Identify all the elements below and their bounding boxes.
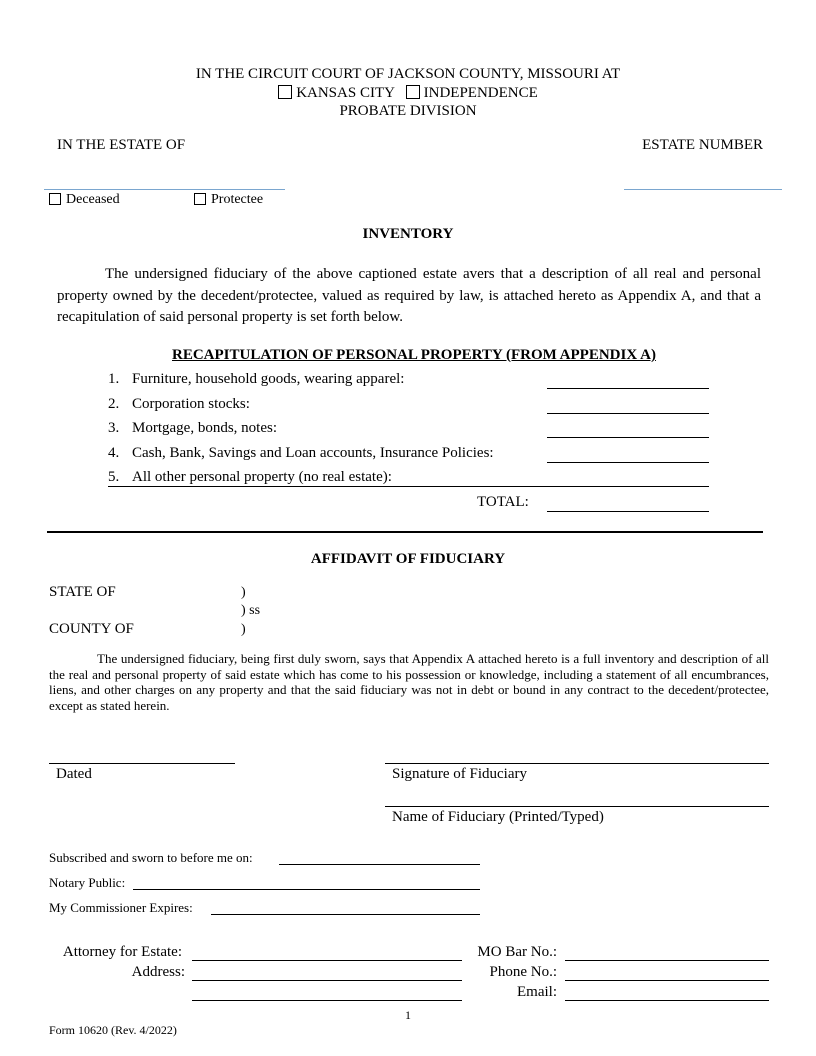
recap-item-4 [108,445,494,462]
paren-1: ) [241,585,246,600]
bar-number-label: MO Bar No.: [477,944,557,960]
recap-item-label: Corporation stocks: [132,396,250,412]
inventory-title: INVENTORY [362,226,454,242]
fiduciary-name-label: Name of Fiduciary (Printed/Typed) [392,809,604,825]
paren-3: ) [241,622,246,637]
independence-checkbox[interactable] [406,85,420,99]
recap-title: RECAPITULATION OF PERSONAL PROPERTY (FROM APPENDIX A) [172,347,656,363]
form-number: Form 10620 (Rev. 4/2022) [49,1023,177,1037]
recap-value-field-1[interactable] [547,388,709,389]
dated-label: Dated [56,766,92,782]
dated-field[interactable] [49,763,235,764]
phone-field[interactable] [565,980,769,981]
address-field-2[interactable] [192,1000,462,1001]
recap-value-field-4[interactable] [547,462,709,463]
recap-item-5 [108,469,392,486]
total-value-field[interactable] [547,511,709,512]
address-label: Address: [131,964,185,980]
subscribed-label: Subscribed and sworn to before me on: [49,850,253,865]
signature-label: Signature of Fiduciary [392,766,527,782]
estate-of-label: IN THE ESTATE OF [57,137,186,153]
location-options [0,85,816,102]
recap-item-label: Mortgage, bonds, notes: [132,420,277,436]
independence-label: INDEPENDENCE [423,85,538,101]
attorney-field[interactable] [192,960,462,961]
deceased-option [49,192,120,208]
email-label: Email: [517,984,557,1000]
court-heading: IN THE CIRCUIT COURT OF JACKSON COUNTY, MISSOURI AT [195,66,621,82]
address-field[interactable] [192,980,462,981]
recap-value-field-2[interactable] [547,413,709,414]
recap-item-num: 4. [108,445,120,461]
recap-item-label: Cash, Bank, Savings and Loan accounts, Insurance Policies: [132,445,494,461]
section-divider [47,531,763,533]
phone-label: Phone No.: [489,964,557,980]
inventory-paragraph: The undersigned fiduciary of the above captioned estate avers that a description of all real and personal property owned by the decedent/protectee, valued as required by law, is attached hereto as Appendix A, and that a recapitulation of said personal property is set forth below. [57,266,761,325]
recap-item-label: Furniture, household goods, wearing apparel: [132,371,405,387]
affidavit-title: AFFIDAVIT OF FIDUCIARY [310,551,506,567]
recap-item-num: 3. [108,420,120,436]
estate-number-label: ESTATE NUMBER [642,137,763,153]
recap-item-num: 5. [108,469,120,485]
email-field[interactable] [565,1000,769,1001]
notary-label: Notary Public: [49,875,126,890]
page-number: 1 [405,1008,411,1022]
recap-item-num: 1. [108,371,120,387]
division-heading: PROBATE DIVISION [339,103,477,119]
protectee-option [194,192,263,208]
recap-value-field-5[interactable] [108,486,709,487]
recap-item-2 [108,396,250,413]
commission-label: My Commissioner Expires: [49,900,193,915]
subscribed-field[interactable] [279,864,480,865]
paren-ss: ) ss [241,603,261,618]
protectee-label: Protectee [211,192,264,207]
county-of-label: COUNTY OF [49,621,134,637]
recap-item-label: All other personal property (no real estate): [132,469,392,485]
kansas-city-label: KANSAS CITY [296,85,395,101]
commission-field[interactable] [211,914,480,915]
attorney-label: Attorney for Estate: [62,944,182,960]
estate-name-field[interactable] [44,189,285,190]
estate-number-field[interactable] [624,189,782,190]
kansas-city-checkbox[interactable] [278,85,292,99]
recap-item-1 [108,371,404,388]
affidavit-paragraph: The undersigned fiduciary, being first duly sworn, says that Appendix A attached hereto is a full inventory and description of all the real and personal property of said estate which has come to his possession or knowledge, including a statement of all encumbrances, liens, and other charges on any property and that the said fiduciary was not in debt or bound in any contract to the decedent/protectee, except as stated herein. [49,651,769,713]
recap-value-field-3[interactable] [547,437,709,438]
deceased-label: Deceased [66,192,120,207]
signature-field[interactable] [385,763,769,764]
total-label: TOTAL: [477,494,529,510]
recap-item-3 [108,420,277,437]
fiduciary-name-field[interactable] [385,806,769,807]
deceased-checkbox[interactable] [49,193,61,205]
state-of-label: STATE OF [49,584,116,600]
protectee-checkbox[interactable] [194,193,206,205]
recap-item-num: 2. [108,396,120,412]
bar-number-field[interactable] [565,960,769,961]
notary-field[interactable] [133,889,480,890]
